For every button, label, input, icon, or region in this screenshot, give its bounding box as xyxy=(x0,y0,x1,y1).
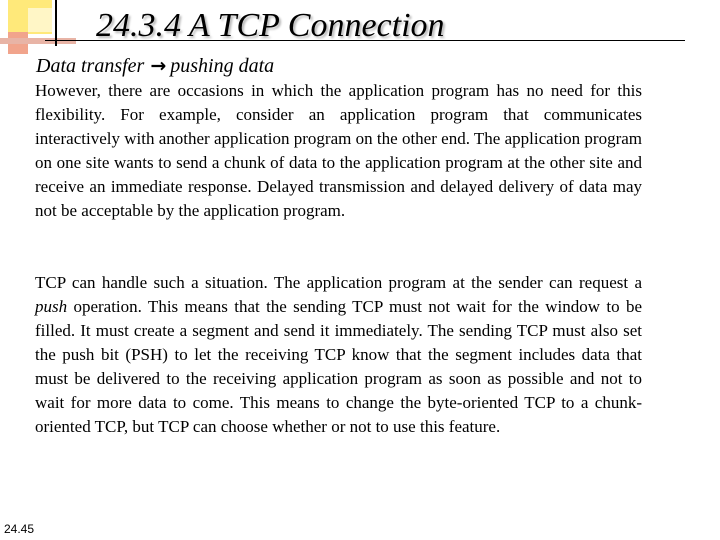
paragraph-1: However, there are occasions in which the application program has no need for this flexibility. For example, consider an application program that communicates interactively with another application program on the other end. The application program on one site wants to send a chunk of data to the application program at the other site and receive an immediate response. Delayed transmission and delayed delivery of data may not be acceptable by the application program. xyxy=(35,81,642,220)
page-number: 24.45 xyxy=(4,522,35,536)
paragraph-2-emphasis: push xyxy=(35,297,68,316)
subheading-right: pushing data xyxy=(170,55,275,77)
paragraph-2-after: operation. This means that the sending TCP must not wait for the window to be filled. It must create a segment and send it immediately. The sending TCP must also set the push bit (PSH) to let the receiving TCP know that the segment includes data that must be delivered to the receiving application program as soon as possible and not to wait for more data to come. This means to change the byte-oriented TCP to a chunk-oriented TCP, but TCP can choose whether or not to use this feature. xyxy=(35,297,642,436)
subheading-left: Data transfer xyxy=(36,55,145,77)
slide-title: 24.3.4 A TCP Connection xyxy=(96,7,445,44)
corner-decoration-highlight xyxy=(28,8,52,32)
paragraph-2 xyxy=(35,271,642,439)
right-arrow-icon: → xyxy=(150,55,167,77)
paragraph-2-before: TCP can handle such a situation. The application program at the sender can request a xyxy=(35,273,642,292)
corner-decoration-bar xyxy=(0,38,76,44)
subheading xyxy=(36,52,274,80)
